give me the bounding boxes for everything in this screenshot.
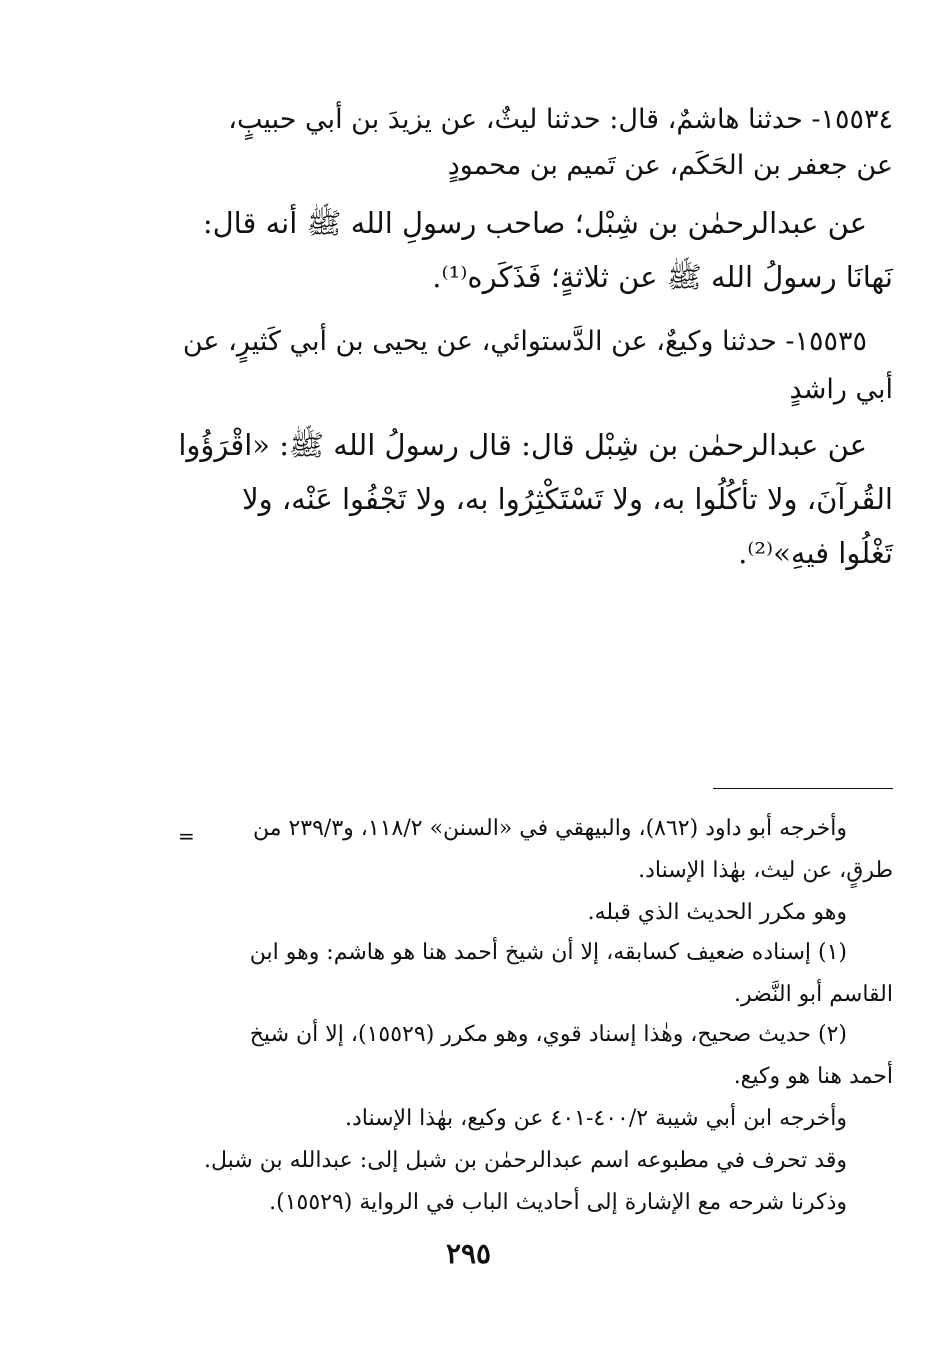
hadith-15534-isnad-line: عن جعفر بن الحَكَم، عن تَميم بن محمودٍ bbox=[447, 150, 893, 181]
footnote-2-line: (٢) حديث صحيح، وهٰذا إسناد قوي، وهو مكرر (١٥٥٢٩)، إلا أن شيخ bbox=[249, 1022, 847, 1047]
hadith-15535-matn-line: تَغْلُوا فيهِ»⁽²⁾. bbox=[738, 536, 893, 570]
footnote-separator bbox=[713, 788, 893, 789]
footnote-line: وأخرجه أبو داود (٨٦٢)، والبيهقي في «السنن» ١١٨/٢، و٢٣٩/٣ من bbox=[252, 816, 847, 841]
footnote-line: طرقٍ، عن ليث، بهٰذا الإسناد. bbox=[638, 858, 893, 883]
hadith-15534-matn-line: عن عبدالرحمٰن بن شِبْل؛ صاحب رسولِ الله ﷺ أنه قال: bbox=[202, 206, 867, 240]
footnote-1-line: القاسم أبو النَّضر. bbox=[734, 982, 893, 1007]
footnote-2-line: وذكرنا شرحه مع الإشارة إلى أحاديث الباب في الرواية (١٥٥٢٩). bbox=[269, 1190, 847, 1215]
footnote-1-line: (١) إسناده ضعيف كسابقه، إلا أن شيخ أحمد هنا هو هاشم: وهو ابن bbox=[249, 940, 847, 965]
page-number: ٢٩٥ bbox=[445, 1237, 492, 1270]
footnote-2-line: وقد تحرف في مطبوعه اسم عبدالرحمٰن بن شبل إلى: عبدالله بن شبل. bbox=[204, 1148, 847, 1173]
footnote-2-line: أحمد هنا هو وكيع. bbox=[733, 1064, 893, 1089]
hadith-15535-matn-line: عن عبدالرحمٰن بن شِبْل قال: قال رسولُ الله ﷺ: «اقْرَؤُوا bbox=[178, 428, 867, 462]
hadith-15534-matn-line: نَهانَا رسولُ الله ﷺ عن ثلاثةٍ؛ فَذَكَره⁽¹⁾. bbox=[432, 260, 893, 294]
footnote-2-line: وأخرجه ابن أبي شيبة ٤٠٠/٢-٤٠١ عن وكيع، بهٰذا الإسناد. bbox=[344, 1106, 847, 1131]
hadith-15534-isnad-line: ١٥٥٣٤- حدثنا هاشمٌ، قال: حدثنا ليثٌ، عن يزيدَ بن أبي حبيبٍ، bbox=[228, 104, 893, 135]
hadith-15535-isnad-line: أبي راشدٍ bbox=[789, 374, 893, 405]
footnote-line: وهو مكرر الحديث الذي قبله. bbox=[587, 900, 847, 925]
hadith-15535-isnad-line: ١٥٥٣٥- حدثنا وكيعٌ، عن الدَّستوائي، عن يحيى بن أبي كَثيرٍ، عن bbox=[182, 326, 867, 357]
continuation-mark: = bbox=[178, 824, 195, 848]
hadith-15535-matn-line: القُرآنَ، ولا تأكُلُوا به، ولا تَسْتَكْثِرُوا به، ولا تَجْفُوا عَنْه، ولا bbox=[242, 482, 893, 516]
